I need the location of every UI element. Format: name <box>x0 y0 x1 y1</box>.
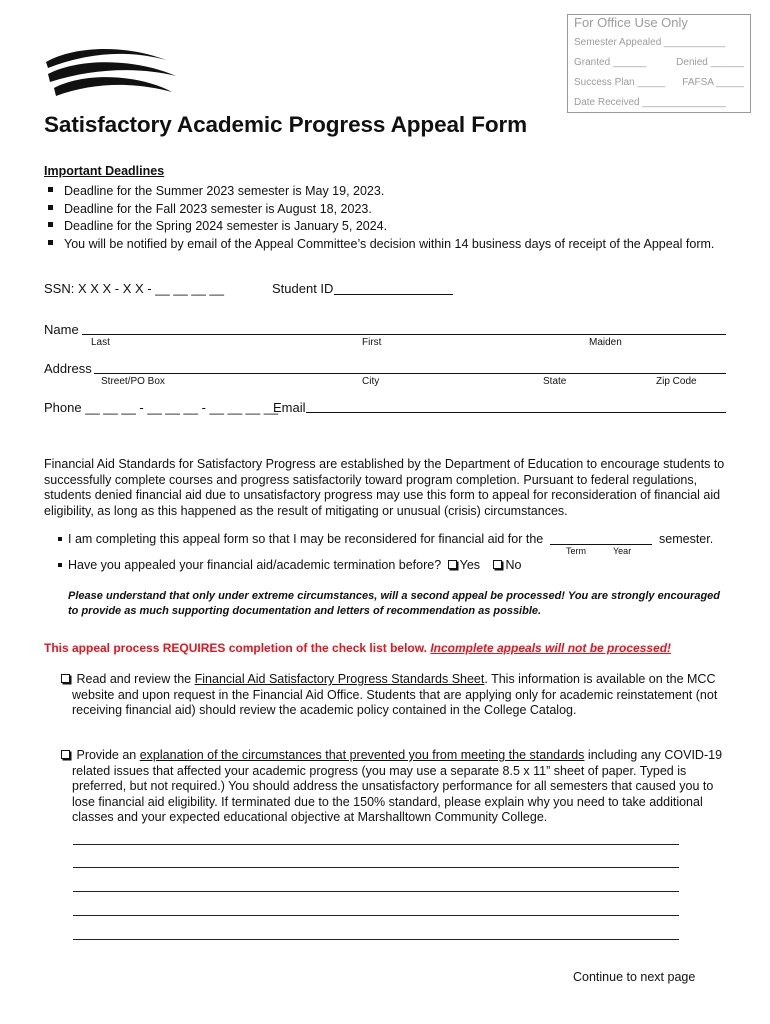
checklist-item-2: Provide an explanation of the circumstances that prevented you from meeting the standards including any COVID-19 related issues that affected your academic progress (you may use a separate 8.5 x 11” sheet of paper. Typed is preferred, but not required.) You should address the unsatisfactory performance for all semesters that caused you to lose financial aid eligibility. If terminated due to the 150% standard, please explain why you need to take additional classes and your expected educational objective at Marshalltown Community College. <box>58 748 718 826</box>
address-input[interactable] <box>94 373 726 374</box>
explanation-line[interactable] <box>73 891 679 892</box>
deadlines-heading: Important Deadlines <box>44 164 165 178</box>
deadlines-list <box>48 183 714 253</box>
list-item: Deadline for the Summer 2023 semester is May 19, 2023. <box>48 183 714 201</box>
denied-field[interactable]: Denied ______ <box>676 57 744 68</box>
no-checkbox[interactable] <box>493 560 502 569</box>
list-item: Deadline for the Fall 2023 semester is August 18, 2023. <box>48 201 714 219</box>
checklist-1-checkbox[interactable] <box>61 674 70 683</box>
explanation-line[interactable] <box>73 867 679 868</box>
form-title: Satisfactory Academic Progress Appeal Form <box>44 112 528 137</box>
standards-sheet-link[interactable]: Financial Aid Satisfactory Progress Standards Sheet <box>194 672 485 686</box>
college-logo-icon <box>44 40 176 100</box>
address-label: Address <box>44 361 92 376</box>
phone-field[interactable]: Phone __ __ __ - __ __ __ - __ __ __ __ <box>44 400 279 415</box>
yes-checkbox[interactable] <box>448 560 457 569</box>
success-plan-field[interactable]: Success Plan _____ <box>574 77 666 88</box>
name-input[interactable] <box>82 334 726 335</box>
office-use-title: For Office Use Only <box>574 15 688 30</box>
email-label: Email <box>273 400 306 415</box>
name-sub-first: First <box>362 337 382 348</box>
explanation-line[interactable] <box>73 915 679 916</box>
fafsa-field[interactable]: FAFSA _____ <box>682 77 744 88</box>
address-sub-state: State <box>543 376 567 387</box>
address-sub-street: Street/PO Box <box>101 376 165 387</box>
appealed-before-question: Have you appealed your financial aid/academic termination before? Yes No <box>58 558 521 572</box>
name-label: Name <box>44 322 79 337</box>
ssn-field[interactable]: SSN: X X X - X X - __ __ __ __ <box>44 281 224 296</box>
semester-appealed-field[interactable]: Semester Appealed ___________ <box>574 37 726 48</box>
second-appeal-note: Please understand that only under extreme circumstances, will a second appeal be processed! You are strongly encouraged to provide as much supporting documentation and letters of recommendation as possible. <box>68 590 720 617</box>
yes-label: Yes <box>459 558 481 572</box>
address-sub-city: City <box>362 376 380 387</box>
office-use-box <box>567 14 751 113</box>
requires-notice: This appeal process REQUIRES completion of the check list below. Incomplete appeals will not be processed! <box>44 641 672 655</box>
term-year-input[interactable] <box>550 544 652 545</box>
granted-field[interactable]: Granted ______ <box>574 57 647 68</box>
continue-note: Continue to next page <box>573 970 696 984</box>
no-label: No <box>505 558 522 572</box>
checklist-item-1: Read and review the Financial Aid Satisfactory Progress Standards Sheet. This information is available on the MCC website and upon request in the Financial Aid Office. Students that are applying only for academic reinstatement (not receiving financial aid) should review the academic policy contained in the College Catalog. <box>58 672 718 719</box>
checklist-2-checkbox[interactable] <box>61 750 70 759</box>
year-label: Year <box>613 546 632 556</box>
name-sub-last: Last <box>91 337 110 348</box>
list-item: You will be notified by email of the Appeal Committee’s decision within 14 business days of receipt of the Appeal form. <box>48 236 714 254</box>
explanation-line[interactable] <box>73 844 679 845</box>
explanation-link: explanation of the circumstances that prevented you from meeting the standards <box>139 748 585 762</box>
semester-label: semester. <box>659 532 714 546</box>
explanation-line[interactable] <box>73 939 679 940</box>
student-id-input[interactable] <box>334 294 453 295</box>
address-sub-zip: Zip Code <box>656 376 697 387</box>
term-label: Term <box>566 546 586 556</box>
email-input[interactable] <box>306 412 726 413</box>
date-received-field[interactable]: Date Received _______________ <box>574 97 726 108</box>
name-sub-maiden: Maiden <box>589 337 622 348</box>
student-id-label: Student ID <box>272 281 334 296</box>
requires-emphasis: Incomplete appeals will not be processed! <box>430 641 672 655</box>
intro-paragraph: Financial Aid Standards for Satisfactory Progress are established by the Department of Education to encourage students to successfully complete courses and progress satisfactorily toward program completion. Pursuant to federal regulations, students denied financial aid due to unsatisfactory progress may use this form to appeal for reconsideration of financial aid eligibility, as long as this happened as the result of mitigating or unusual (crisis) circumstances. <box>44 457 725 518</box>
list-item: Deadline for the Spring 2024 semester is January 5, 2024. <box>48 218 714 236</box>
completing-question: I am completing this appeal form so that I may be reconsidered for financial aid for the <box>58 532 543 546</box>
